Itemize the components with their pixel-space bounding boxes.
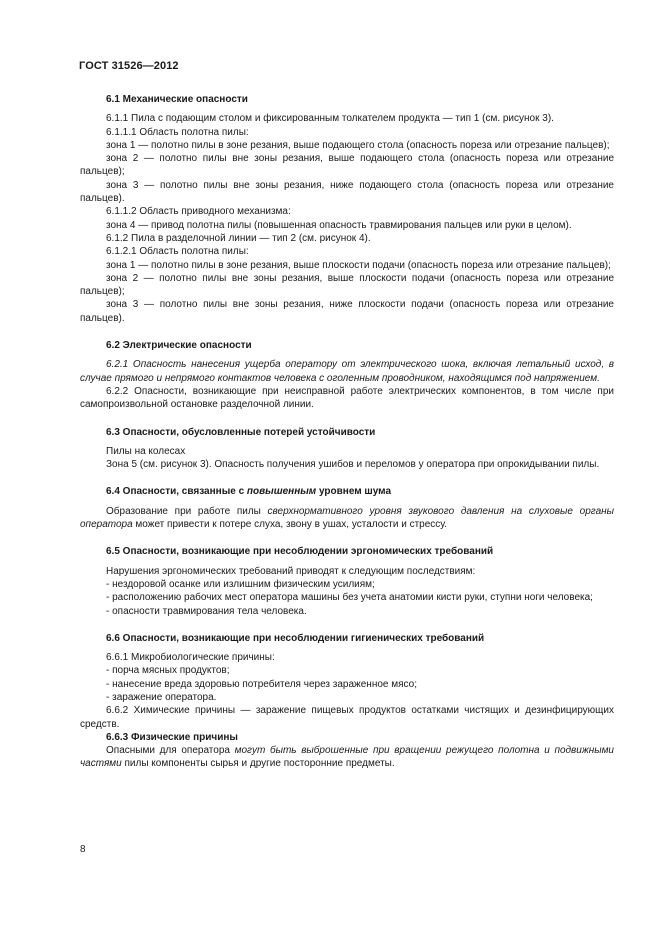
section-6-6-title: 6.6 Опасности, возникающие при несоблюдении гигиенических требований bbox=[106, 632, 485, 644]
paragraph: Пилы на колесах bbox=[106, 445, 186, 457]
paragraph: зона 3 — полотно пилы вне зоны резания, ниже плоскости подачи (опасность пореза или отрезание пальцев). bbox=[80, 299, 614, 324]
section-6-3-title: 6.3 Опасности, обусловленные потерей устойчивости bbox=[106, 426, 376, 438]
list-item: - нездоровой осанке или излишним физическим усилиям; bbox=[106, 578, 375, 590]
list-item: - порча мясных продуктов; bbox=[106, 665, 230, 677]
title-text: уровнем шума bbox=[316, 486, 392, 498]
paragraph: зона 1 — полотно пилы в зоне резания, выше плоскости подачи (опасность пореза или отрезание пальцев); bbox=[106, 259, 611, 271]
document-body bbox=[80, 93, 614, 771]
paragraph: зона 2 — полотно пилы вне зоны резания, выше плоскости подачи (опасность пореза или отрезание пальцев); bbox=[80, 272, 614, 298]
paragraph: 6.2.1 Опасность нанесения ущерба оператору от электрического шока, включая летальный исход, в случае прямого и непрямого контактов человека с оголенным проводником, находящимся под напряжением. bbox=[80, 359, 614, 384]
paragraph: 6.1.2 Пила в разделочной линии — тип 2 (см. рисунок 4). bbox=[106, 232, 371, 244]
subsection-6-6-3-title: 6.6.3 Физические причины bbox=[106, 731, 238, 743]
paragraph: 6.1.1 Пила с подающим столом и фиксированным толкателем продукта — тип 1 (см. рисунок 3). bbox=[106, 113, 554, 125]
text-run: пилы компоненты сырья и другие посторонние предметы. bbox=[121, 758, 395, 770]
list-item: - нанесение вреда здоровью потребителя через зараженное мясо; bbox=[106, 678, 417, 690]
paragraph: 6.6.2 Химические причины — заражение пищевых продуктов остатками чистящих и дезинфицирующих средств. bbox=[80, 705, 614, 730]
page-number: 8 bbox=[80, 844, 86, 855]
paragraph: 6.2.2 Опасности, возникающие при неисправной работе электрических компонентов, в том числе при самопроизвольной остановке разделочной линии. bbox=[80, 385, 614, 411]
title-text: 6.4 Опасности, связанные с bbox=[106, 486, 247, 498]
section-6-4-title bbox=[80, 485, 614, 498]
title-emphasis: повышенным bbox=[246, 486, 317, 498]
paragraph: зона 1 — полотно пилы в зоне резания, выше подающего стола (опасность пореза или отрезание пальцев); bbox=[106, 139, 610, 151]
paragraph bbox=[80, 505, 614, 532]
text-emphasis: могут быть выброшенные при вращении режущего полотна и подвижными частями bbox=[80, 745, 614, 770]
paragraph: 6.6.1 Микробиологические причины: bbox=[106, 652, 275, 664]
paragraph: 6.1.1.2 Область приводного механизма: bbox=[106, 206, 291, 218]
paragraph: зона 2 — полотно пилы вне зоны резания, выше подающего стола (опасность пореза или отрезание пальцев); bbox=[80, 153, 614, 178]
text-run: Опасными для оператора bbox=[106, 745, 235, 757]
text-run: Образование при работе пилы bbox=[106, 505, 268, 517]
section-6-5-title: 6.5 Опасности, возникающие при несоблюдении эргономических требований bbox=[106, 546, 494, 558]
paragraph: зона 3 — полотно пилы вне зоны резания, ниже подающего стола (опасность пореза или отрезание пальцев). bbox=[80, 179, 614, 205]
paragraph: 6.1.2.1 Область полотна пилы: bbox=[106, 246, 249, 258]
list-item: - расположению рабочих мест оператора машины без учета анатомии кисти руки, ступни ноги человека; bbox=[106, 592, 593, 604]
list-item: - опасности травмирования тела человека. bbox=[106, 605, 307, 617]
document-header: ГОСТ 31526—2012 bbox=[79, 60, 179, 72]
paragraph bbox=[80, 744, 614, 771]
text-emphasis: сверхнормативного уровня звукового давления на слуховые органы оператора bbox=[80, 505, 614, 531]
section-6-1-title: 6.1 Механические опасности bbox=[106, 94, 248, 105]
list-item: - заражение оператора. bbox=[106, 691, 217, 703]
paragraph: Зона 5 (см. рисунок 3). Опасность получения ушибов и переломов у оператора при опрокидывании пилы. bbox=[106, 459, 600, 471]
text-run: может привести к потере слуха, звону в ушах, усталости и стрессу. bbox=[132, 519, 448, 531]
paragraph: 6.1.1.1 Область полотна пилы: bbox=[106, 126, 249, 138]
section-6-2-title: 6.2 Электрические опасности bbox=[106, 340, 252, 352]
paragraph: Нарушения эргономических требований приводят к следующим последствиям: bbox=[106, 565, 476, 577]
paragraph: зона 4 — привод полотна пилы (повышенная опасность травмирования пальцев или руки в целом). bbox=[106, 219, 572, 231]
